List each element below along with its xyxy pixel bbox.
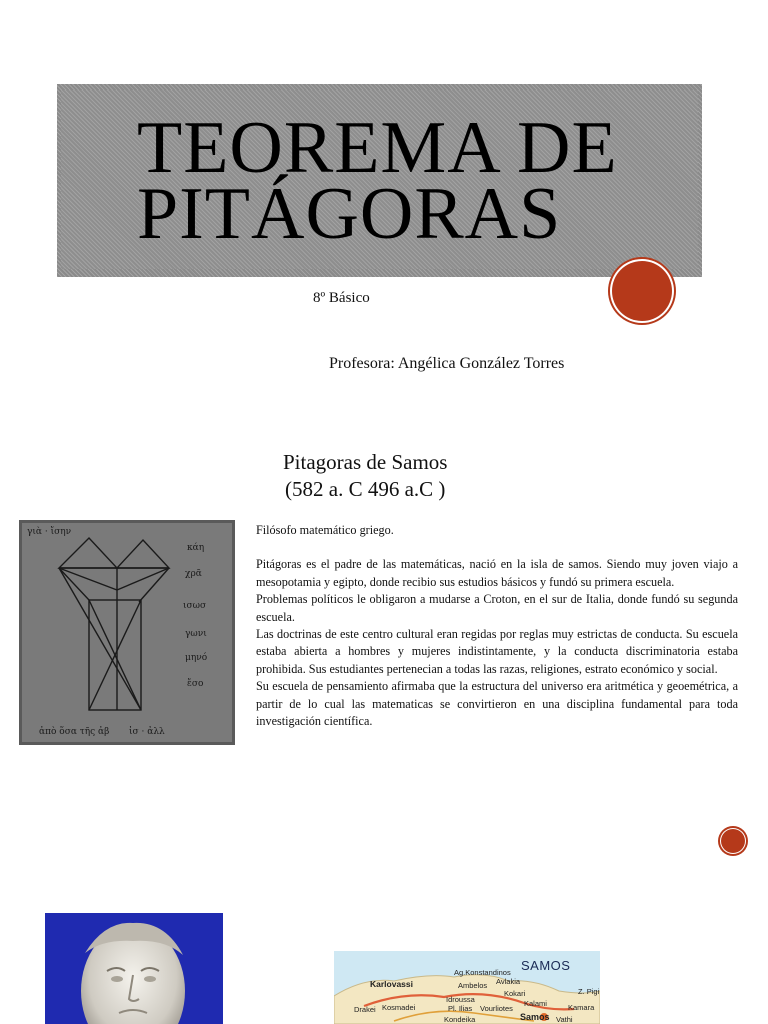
- title-line-2: PITÁGORAS: [137, 173, 562, 255]
- manuscript-diagram: [19, 520, 235, 745]
- map-place: Kokari: [504, 989, 526, 998]
- map-place: Kamara: [568, 1003, 595, 1012]
- map-place: Kondeika: [444, 1015, 476, 1024]
- map-place: Drakei: [354, 1005, 376, 1014]
- map-place: Idroussa: [446, 995, 475, 1004]
- decorative-circle-small: [721, 829, 745, 853]
- svg-text:ἀπὸ ὅσα τῆς ἀβ: ἀπὸ ὅσα τῆς ἀβ: [39, 727, 110, 737]
- map-place: Vourliotes: [480, 1004, 513, 1013]
- manuscript-image: [19, 520, 235, 745]
- map-place: Karlovassi: [370, 979, 413, 989]
- svg-text:ἰσ · ἀλλ: ἰσ · ἀλλ: [129, 727, 165, 737]
- map-place: Z. Pigi: [578, 987, 600, 996]
- grade-label: 8º Básico: [313, 290, 370, 306]
- map-place: Pl. Ilias: [448, 1004, 473, 1013]
- section-dates: (582 a. C 496 a.C ): [285, 477, 446, 501]
- svg-text:γωνι: γωνι: [185, 629, 207, 639]
- map-place: Avlakia: [496, 977, 521, 986]
- bio-paragraph: Problemas políticos le obligaron a mudarse a Croton, en el sur de Italia, donde fundó su segunda escuela.: [256, 592, 738, 624]
- decorative-circle-large: [612, 261, 672, 321]
- map-place: Ag.Konstandinos: [454, 968, 511, 977]
- map-place: Vathi: [556, 1015, 573, 1024]
- samos-map: [334, 951, 600, 1024]
- title-panel: [61, 90, 698, 269]
- svg-text:μηνό: μηνό: [185, 653, 208, 663]
- svg-text:ισωσ: ισωσ: [183, 601, 207, 611]
- bio-paragraph: Filósofo matemático griego.: [256, 523, 394, 537]
- map-place: Kosmadei: [382, 1003, 416, 1012]
- svg-text:κάη: κάη: [187, 543, 205, 553]
- pythagoras-bust-image: [45, 913, 223, 1024]
- title-line-1: TEOREMA DE: [137, 107, 618, 189]
- svg-text:γιὰ · ἴσην: γιὰ · ἴσην: [27, 527, 72, 537]
- bio-spacer: [256, 539, 738, 556]
- map-title: SAMOS: [521, 958, 571, 973]
- bio-paragraph: Las doctrinas de este centro cultural eran regidas por reglas muy estrictas de conducta. Su escuela estaba abierta a hombres y mujeres indistintamente, y la conducta discriminatoria estaba prohibida. Sus estudiantes pertenecian a todas las razas, religiones, estrato económico y social.: [256, 627, 738, 676]
- svg-text:ἔσο: ἔσο: [187, 679, 204, 689]
- biography-text: [256, 522, 738, 730]
- map-place: Ambelos: [458, 981, 488, 990]
- map-place: Samos: [520, 1012, 550, 1022]
- page-title: [137, 107, 618, 255]
- section-heading: [283, 449, 447, 503]
- bust-illustration: [45, 913, 223, 1024]
- svg-text:χρᾶ: χρᾶ: [185, 569, 202, 579]
- bio-paragraph: Pitágoras es el padre de las matemáticas, nació en la isla de samos. Siendo muy joven viajo a mesopotamia y egipto, donde recibio sus estudios básicos y fundó su primera escuela.: [256, 557, 738, 589]
- title-band: [57, 84, 702, 277]
- section-name: Pitagoras de Samos: [283, 450, 448, 474]
- bio-paragraph: Su escuela de pensamiento afirmaba que la estructura del universo era aritmética y geoemétrica, a partir de lo cual las matematicas se convirtieron en una disciplina fundamental para toda investigación científica.: [256, 679, 738, 729]
- teacher-label: Profesora: Angélica González Torres: [329, 355, 565, 372]
- map-place: Kalami: [524, 999, 547, 1008]
